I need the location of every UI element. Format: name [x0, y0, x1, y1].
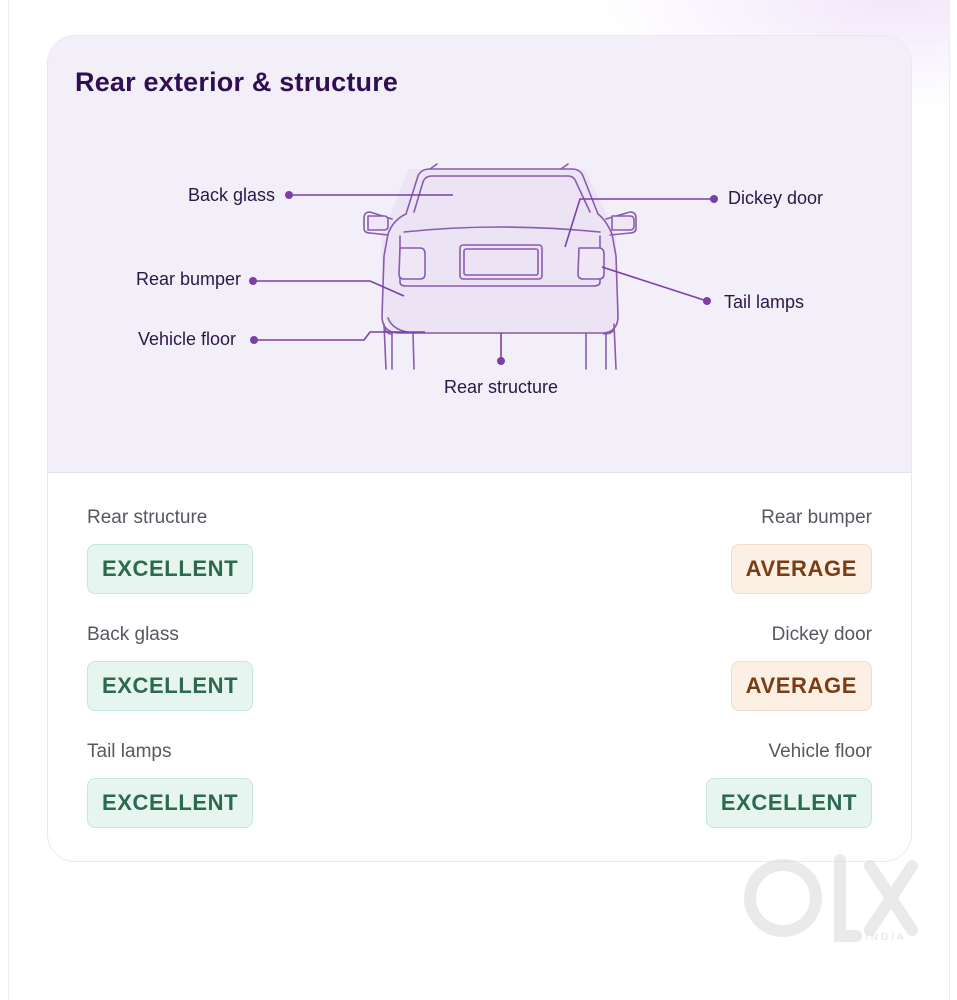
callout-dot-vehicle-floor: [250, 336, 258, 344]
result-label: Vehicle floor: [768, 741, 872, 762]
status-badge: AVERAGE: [731, 544, 872, 594]
diagram-panel: [48, 36, 911, 473]
callout-rear-bumper: Rear bumper: [135, 269, 241, 289]
result-label: Tail lamps: [87, 741, 172, 762]
callout-dot-tail-lamps: [703, 297, 711, 305]
watermark-subtext: INDIA: [865, 932, 907, 943]
callout-dot-dickey-door: [710, 195, 718, 203]
inspection-results: [48, 473, 911, 861]
car-rear-diagram: [48, 36, 911, 472]
result-dickey-door: [731, 624, 872, 711]
callout-rear-structure: Rear structure: [443, 377, 559, 397]
status-badge: EXCELLENT: [87, 544, 253, 594]
callout-dot-back-glass: [285, 191, 293, 199]
result-tail-lamps: [87, 741, 253, 828]
result-vehicle-floor: [706, 741, 872, 828]
result-label: Back glass: [87, 624, 179, 645]
result-label: Rear structure: [87, 507, 208, 528]
callout-dot-rear-bumper: [249, 277, 257, 285]
result-label: Dickey door: [771, 624, 872, 645]
result-label: Rear bumper: [761, 507, 872, 528]
section-title: Rear exterior & structure: [75, 67, 399, 97]
callout-vehicle-floor: Vehicle floor: [137, 329, 236, 349]
callout-dot-rear-structure: [497, 357, 505, 365]
callout-tail-lamps: Tail lamps: [724, 292, 805, 312]
result-rear-bumper: [731, 507, 872, 594]
callout-back-glass: Back glass: [187, 185, 275, 205]
status-badge: EXCELLENT: [706, 778, 872, 828]
inspection-card: [47, 35, 912, 862]
status-badge: EXCELLENT: [87, 661, 253, 711]
callout-dickey-door: Dickey door: [728, 188, 824, 208]
result-rear-structure: [87, 507, 253, 594]
result-back-glass: [87, 624, 253, 711]
status-badge: EXCELLENT: [87, 778, 253, 828]
status-badge: AVERAGE: [731, 661, 872, 711]
